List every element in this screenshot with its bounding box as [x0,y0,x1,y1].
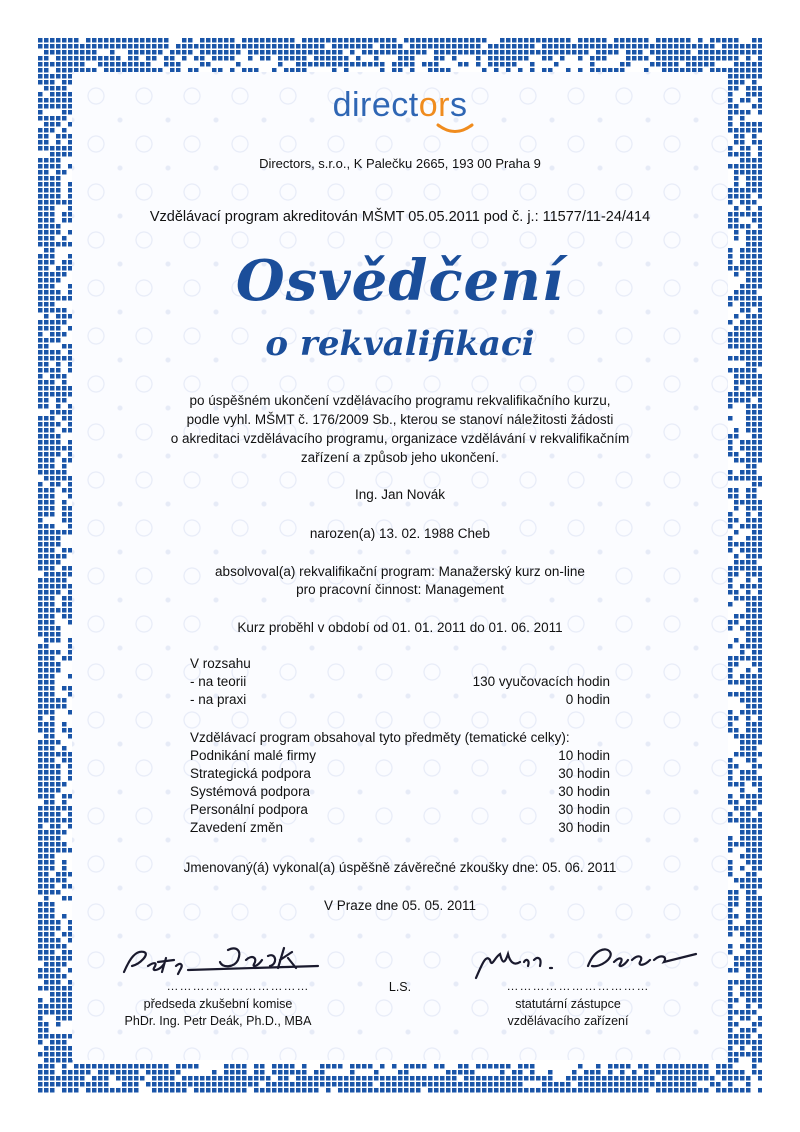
certificate-title: Osvědčení [235,248,565,314]
scope-row: - na teorii 130 vyučovacích hodin [190,674,610,689]
right-signatory-org: vzdělávacího zařízení [507,1014,629,1028]
intro-paragraph [128,391,672,467]
left-signatory [98,996,338,1030]
place-date: V Praze dne 05. 05. 2011 [323,898,477,913]
program-line: absolvoval(a) rekvalifikační program: Manažerský kurz on-line [215,564,585,579]
subject-row: Podnikání malé firmy 10 hodin [190,748,610,763]
right-signature-line: …………………………… [506,979,650,993]
person-name: Ing. Jan Novák [354,487,446,502]
subject-row: Systémová podpora 30 hodin [190,784,610,799]
scope-heading: V rozsahu [190,656,251,671]
occupation-line: pro pracovní činnost: Management [296,582,504,597]
intro-line: podle vyhl. MŠMT č. 176/2009 Sb., kterou se stanoví náležitosti žádosti [186,412,614,427]
certificate-subtitle: o rekvalifikaci [265,324,535,364]
course-period: Kurz proběhl v období od 01. 01. 2011 do 01. 06. 2011 [237,620,563,635]
intro-line: po úspěšném ukončení vzdělávacího programu rekvalifikačního kurzu, [189,393,611,408]
directors-logo: directors [332,86,468,124]
left-signature-line: …………………………… [166,979,310,993]
logo-smile-icon [435,122,475,136]
right-signatory [458,996,678,1030]
right-signature [468,940,698,984]
scope-row: - na praxi 0 hodin [190,692,610,707]
right-signatory-role: statutární zástupce [515,997,621,1011]
left-signature [118,940,338,980]
issuer-address: Directors, s.r.o., K Palečku 2665, 193 00 Praha 9 [259,156,541,171]
exam-line: Jmenovaný(á) vykonal(a) úspěšně závěrečné zkoušky dne: 05. 06. 2011 [183,860,617,875]
birth-info: narozen(a) 13. 02. 1988 Cheb [309,526,491,541]
subjects-heading: Vzdělávací program obsahoval tyto předměty (tematické celky): [190,730,570,745]
left-signatory-name: PhDr. Ing. Petr Deák, Ph.D., MBA [124,1014,312,1028]
accreditation-line: Vzdělávací program akreditován MŠMT 05.05.2011 pod č. j.: 11577/11-24/414 [149,209,651,225]
intro-line: o akreditaci vzdělávacího programu, organizace vzdělávání v rekvalifikačním [170,431,630,446]
ls-stamp-mark: L.S. [388,980,412,994]
left-signatory-role: předseda zkušební komise [143,997,293,1011]
subject-row: Zavedení změn 30 hodin [190,820,610,835]
intro-line: zařízení a způsob jeho ukončení. [300,450,500,465]
subject-row: Strategická podpora 30 hodin [190,766,610,781]
subject-row: Personální podpora 30 hodin [190,802,610,817]
certificate [38,38,762,1094]
